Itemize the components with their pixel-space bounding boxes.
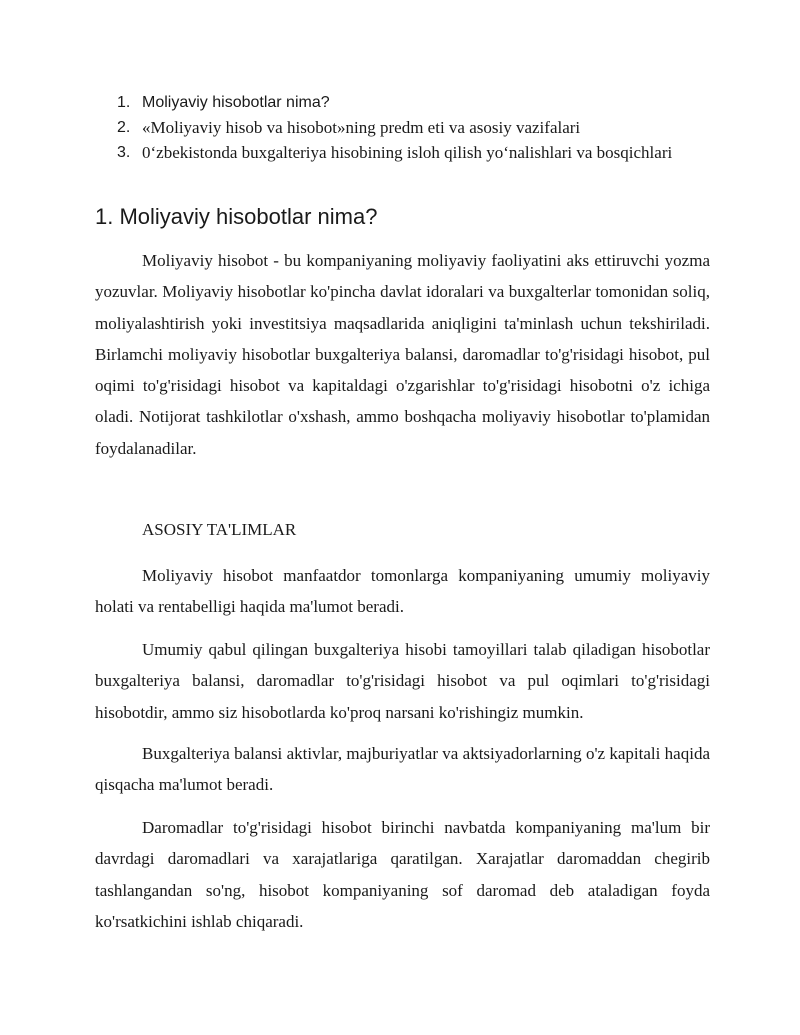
body-paragraph: Buxgalteriya balansi aktivlar, majburiyatlar va aktsiyadorlarning o'z kapitali haqida qisqacha ma'lumot beradi.	[95, 744, 710, 795]
section-subheading: ASOSIY TA'LIMLAR	[142, 520, 297, 539]
toc-item-number: 3.	[117, 143, 131, 161]
toc-item-text: «Moliyaviy hisob va hisobot»ning predm eti va asosiy vazifalari	[142, 117, 581, 137]
body-paragraph: Umumiy qabul qilingan buxgalteriya hisobi tamoyillari talab qiladigan hisobotlar buxgalteriya balansi, daromadlar to'g'risidagi hisobot va pul oqimlari to'g'risidagi hisobotdir, ammo siz hisobotlarda ko'proq narsani ko'rishingiz mumkin.	[95, 640, 710, 722]
toc-item	[117, 90, 797, 115]
toc-item	[117, 115, 797, 140]
toc-item-text: 0‘zbekistonda buxgalteriya hisobining isloh qilish yo‘nalishlari va bosqichlari	[142, 142, 673, 162]
body-paragraph: Moliyaviy hisobot manfaatdor tomonlarga kompaniyaning umumiy moliyaviy holati va rentabelligi haqida ma'lumot beradi.	[95, 566, 710, 617]
table-of-contents	[117, 90, 797, 165]
toc-item-number: 2.	[117, 118, 131, 136]
section-heading: 1. Moliyaviy hisobotlar nima?	[95, 204, 378, 229]
body-paragraph: Daromadlar to'g'risidagi hisobot birinchi navbatda kompaniyaning ma'lum bir davrdagi daromadlari va xarajatlariga qaratilgan. Xarajatlar daromaddan chegirib tashlangandan so'ng, hisobot kompaniyaning sof daromad deb ataladigan foyda ko'rsatkichini ishlab chiqaradi.	[95, 818, 710, 931]
intro-paragraph: Moliyaviy hisobot - bu kompaniyaning moliyaviy faoliyatini aks ettiruvchi yozma yozuvlar. Moliyaviy hisobotlar ko'pincha davlat idoralari va buxgalterlar tomonidan soliq, moliyalashtirish yoki investitsiya maqsadlarida aniqligini ta'minlash uchun tekshiriladi. Birlamchi moliyaviy hisobotlar buxgalteriya balansi, daromadlar to'g'risidagi hisobot, pul oqimi to'g'risidagi hisobot va kapitaldagi o'zgarishlar to'g'risidagi hisobotni o'z ichiga oladi. Notijorat tashkilotlar o'xshash, ammo boshqacha moliyaviy hisobotlar to'plamidan foydalanadilar.	[95, 251, 710, 458]
toc-item-text: Moliyaviy hisobotlar nima?	[142, 93, 330, 111]
toc-item	[117, 140, 797, 165]
toc-item-number: 1.	[117, 93, 131, 111]
